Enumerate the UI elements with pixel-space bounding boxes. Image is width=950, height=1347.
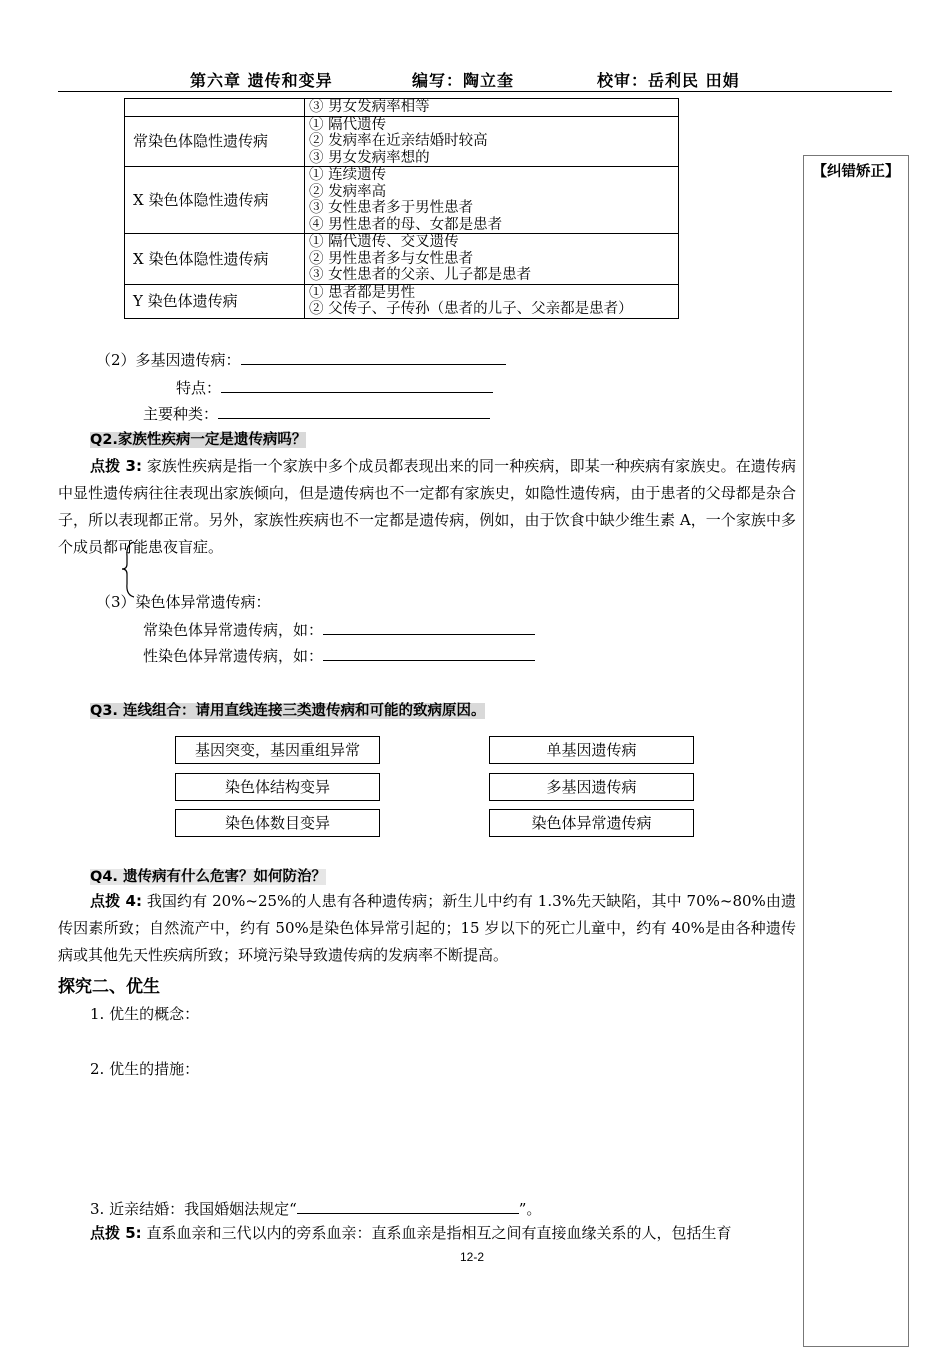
brace-mark <box>120 540 140 598</box>
feature-line: ② 发病率高 <box>309 183 387 200</box>
hint3-label: 点拨 3: <box>90 457 142 475</box>
feature-row <box>176 376 493 398</box>
q3-question: Q3. 连线组合：请用直线连接三类遗传病和可能的致病原因。 <box>90 703 486 719</box>
hint5-text: 直系血亲和三代以内的旁系血亲：直系血亲是指相互之间有直接血缘关系的人，包括生育 <box>141 1224 732 1242</box>
feature-line: ③ 男女发病率想的 <box>309 149 430 166</box>
table-row <box>125 167 679 234</box>
eugenics-measures: 2. 优生的措施： <box>90 1060 200 1078</box>
features-cell <box>305 116 679 167</box>
cause-box-number[interactable]: 染色体数目变异 <box>175 809 380 837</box>
disease-type-cell <box>125 99 305 117</box>
feature-line: ③ 女性患者多于男性患者 <box>309 200 474 216</box>
q2-hint <box>58 453 796 561</box>
page-number: 12-2 <box>460 1250 485 1264</box>
feature-line: ② 男性患者多与女性患者 <box>309 250 474 267</box>
features-cell <box>305 284 679 318</box>
genetic-disease-table <box>124 98 679 319</box>
types-label: 主要种类： <box>143 405 219 423</box>
feature-line: ① 隔代遗传、交叉遗传 <box>309 234 459 250</box>
hint4-label: 点拨 4: <box>90 892 142 910</box>
table-row <box>125 99 679 117</box>
chapter-title: 第六章 遗传和变异 <box>190 71 333 90</box>
polygenic-row <box>96 348 506 370</box>
q4-hint <box>58 888 796 969</box>
sidebar-title: 【纠错矫正】 <box>812 164 900 180</box>
consanguineous-suffix: ”。 <box>518 1200 542 1218</box>
hint5 <box>58 1220 796 1247</box>
header-rule <box>58 91 892 92</box>
q2-question: Q2.家族性疾病一定是遗传病吗？ <box>90 432 307 448</box>
autosomal-blank[interactable] <box>323 618 535 635</box>
hint5-label: 点拨 5: <box>90 1224 142 1242</box>
author: 编写：陶立奎 <box>412 71 515 90</box>
feature-line: ③ 男女发病率相等 <box>309 99 430 115</box>
disease-box-single-gene[interactable]: 单基因遗传病 <box>489 736 694 764</box>
sex-chromosome-row <box>143 644 535 666</box>
feature-blank[interactable] <box>221 376 493 393</box>
hint4-text: 我国约有 20%~25%的人患有各种遗传病；新生儿中约有 1.3%先天缺陷，其中 70%~80%由遗传因素所致；自然流产中，约有 50%是染色体异常引起的；15 岁以下的死亡儿童中，约有 40%是由各种遗传病或其他先天性疾病所致；环境污染导致遗传病的发病率不断提高。 <box>58 892 796 964</box>
types-blank[interactable] <box>218 402 490 419</box>
consanguineous-row <box>90 1197 541 1219</box>
disease-box-polygenic[interactable]: 多基因遗传病 <box>489 773 694 801</box>
table-row <box>125 284 679 318</box>
feature-line: ① 隔代遗传 <box>309 116 387 133</box>
disease-box-chromosomal[interactable]: 染色体异常遗传病 <box>489 809 694 837</box>
disease-type-cell: X 染色体隐性遗传病 <box>125 167 305 234</box>
marriage-law-blank[interactable] <box>297 1197 519 1214</box>
feature-label: 特点： <box>176 379 222 397</box>
features-cell <box>305 234 679 285</box>
q4-question: Q4. 遗传病有什么危害？如何防治？ <box>90 869 326 885</box>
disease-type-cell: 常染色体隐性遗传病 <box>125 116 305 167</box>
feature-line: ④ 男性患者的母、女都是患者 <box>309 216 503 233</box>
feature-line: ① 患者都是男性 <box>309 284 416 301</box>
consanguineous-prefix: 3. 近亲结婚：我国婚姻法规定“ <box>90 1200 297 1218</box>
table-row <box>125 234 679 285</box>
reviewer: 校审：岳利民 田娟 <box>597 71 740 90</box>
feature-line: ① 连续遗传 <box>309 167 387 183</box>
types-row <box>143 402 490 424</box>
chromosomal-label: （3）染色体异常遗传病： <box>96 593 271 611</box>
table-row <box>125 116 679 167</box>
features-cell <box>305 167 679 234</box>
cause-box-structure[interactable]: 染色体结构变异 <box>175 773 380 801</box>
feature-line: ② 发病率在近亲结婚时较高 <box>309 133 488 149</box>
section2-title: 探究二、优生 <box>58 977 160 997</box>
correction-sidebar <box>803 155 909 1347</box>
sex-chromosome-blank[interactable] <box>323 644 535 661</box>
features-cell <box>305 99 679 117</box>
disease-type-cell: X 染色体隐性遗传病 <box>125 234 305 285</box>
cause-box-gene-mutation[interactable]: 基因突变，基因重组异常 <box>175 736 380 764</box>
hint3-text: 家族性疾病是指一个家族中多个成员都表现出来的同一种疾病，即某一种疾病有家族史。在遗传病中显性遗传病往往表现出家族倾向，但是遗传病也不一定都有家族史，如隐性遗传病，由于患者的父母都是杂合子，所以表现都正常。另外，家族性疾病也不一定都是遗传病，例如，由于饮食中缺少维生素 A，一个家族中多个成员都可能患夜盲症。 <box>58 457 796 556</box>
feature-line: ② 父传子、子传孙（患者的儿子、父亲都是患者） <box>309 301 633 317</box>
disease-type-cell: Y 染色体遗传病 <box>125 284 305 318</box>
autosomal-row <box>143 618 535 640</box>
polygenic-blank[interactable] <box>241 348 506 365</box>
autosomal-label: 常染色体异常遗传病，如： <box>143 621 324 639</box>
polygenic-label: （2）多基因遗传病： <box>96 351 241 369</box>
sex-chromosome-label: 性染色体异常遗传病，如： <box>143 647 324 665</box>
eugenics-concept: 1. 优生的概念： <box>90 1005 200 1023</box>
feature-line: ③ 女性患者的父亲、儿子都是患者 <box>309 267 532 283</box>
